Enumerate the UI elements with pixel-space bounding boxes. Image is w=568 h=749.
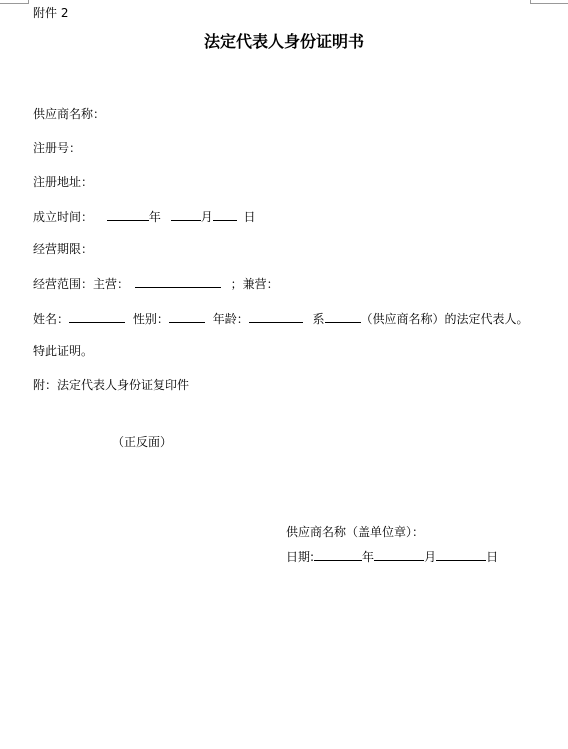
representative-info-field [33,310,529,327]
crop-mark-top-left [0,3,28,4]
established-label: 成立时间： [33,210,94,224]
business-term-label: 经营期限： [33,242,94,256]
document-title: 法定代表人身份证明书 [203,32,364,51]
registered-address-label: 注册地址： [33,175,94,189]
age-blank [249,310,303,323]
registration-no-label: 注册号： [33,141,82,155]
established-day-blank [213,208,237,221]
name-blank [69,310,125,323]
gender-blank [169,310,205,323]
age-label: 年龄： [212,312,249,326]
signature-date-line [286,548,498,565]
established-month-blank [171,208,201,221]
crop-mark-top-right-vertical [530,0,531,4]
business-scope-field [33,275,279,292]
date-month-unit: 月 [424,550,437,564]
established-month-unit: 月 [200,210,213,224]
gender-label: 性别： [132,312,169,326]
registration-no-field [33,140,81,156]
attachment-note: 附：法定代表人身份证复印件 [33,378,190,392]
date-year-unit: 年 [362,550,375,564]
relation-blank [325,310,361,323]
main-business-blank [135,275,221,288]
business-term-field [33,241,93,257]
established-year-blank [107,208,149,221]
relation-label: 系 [312,312,325,326]
supplier-seal-line: 供应商名称（盖单位章）： [286,525,425,539]
business-scope-label: 经营范围：主营： [33,277,130,291]
statement: 特此证明。 [33,344,94,358]
supplier-name-label: 供应商名称： [33,107,106,121]
established-date-field [33,208,256,225]
supplier-name-field [33,106,105,122]
crop-mark-top-left-vertical [28,0,29,4]
date-day-unit: 日 [486,550,499,564]
name-label: 姓名： [33,312,70,326]
sideline-label: ；兼营： [230,277,279,291]
date-label: 日期: [286,550,315,564]
established-year-unit: 年 [148,210,161,224]
date-day-blank [436,548,486,561]
attachment-label: 附件 2 [33,6,69,20]
registered-address-field [33,174,93,190]
id-sides-note: （正反面） [112,435,173,449]
crop-mark-top-right [530,3,568,4]
date-year-blank [314,548,362,561]
relation-tail: （供应商名称）的法定代表人。 [360,312,529,326]
date-month-blank [374,548,424,561]
established-day-unit: 日 [243,210,256,224]
